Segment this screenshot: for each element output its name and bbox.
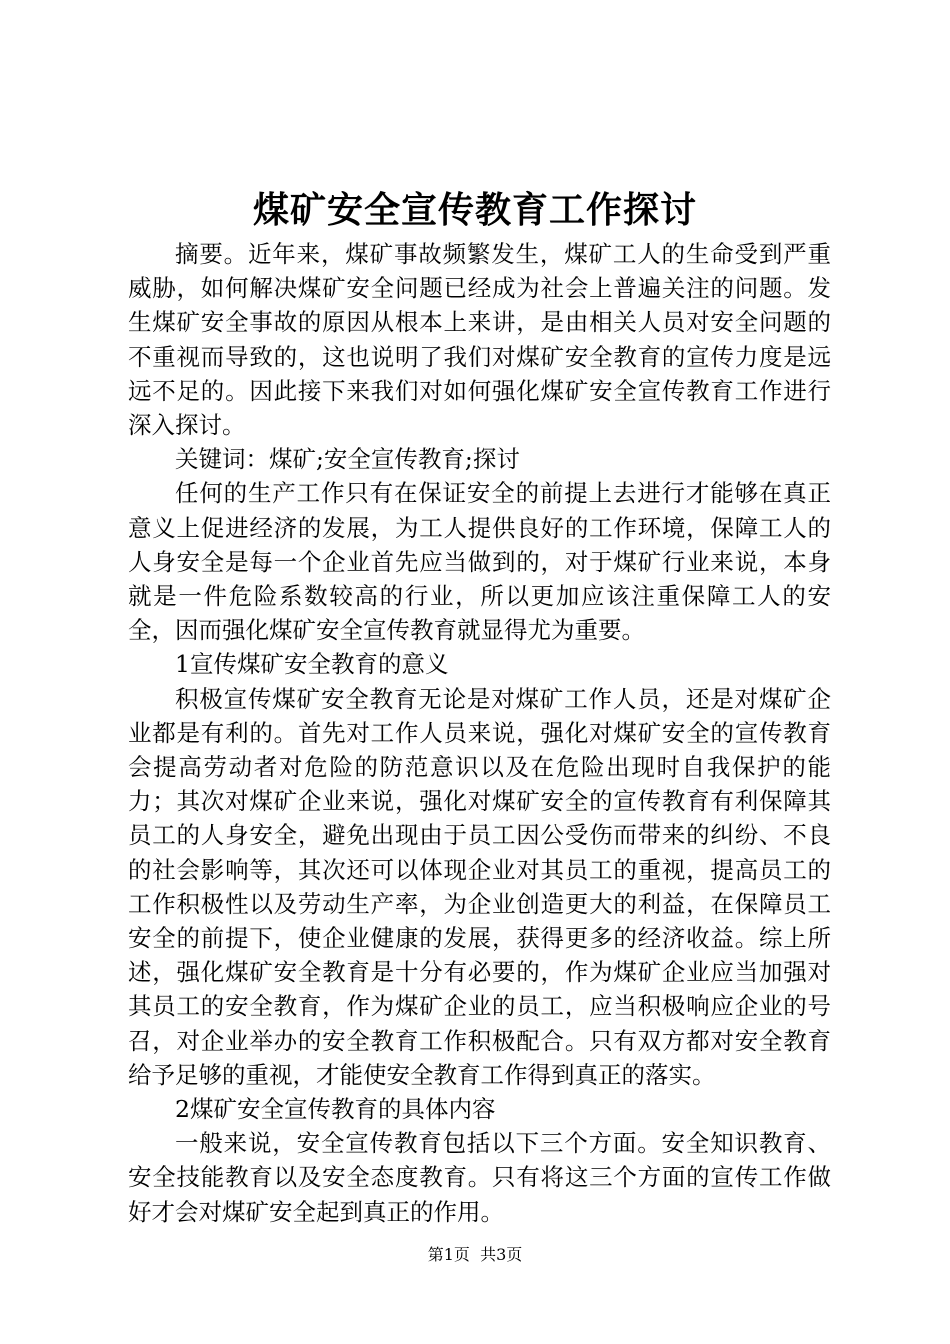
abstract-paragraph: 摘要。近年来，煤矿事故频繁发生，煤矿工人的生命受到严重威胁，如何解决煤矿安全问题已经成为社会上普遍关注的问题。发生煤矿安全事故的原因从根本上来讲，是由相关人员对安全问题的不重视而导致的，这也说明了我们对煤矿安全教育的宣传力度是远远不足的。因此接下来我们对如何强化煤矿安全宣传教育工作进行深入探讨。 bbox=[128, 240, 831, 440]
intro-paragraph: 任何的生产工作只有在保证安全的前提上去进行才能够在真正意义上促进经济的发展，为工人提供良好的工作环境，保障工人的人身安全是每一个企业首先应当做到的，对于煤矿行业来说，本身就是一件危险系数较高的行业，所以更加应该注重保障工人的安全，因而强化煤矿安全宣传教育就显得尤为重要。 bbox=[128, 479, 831, 645]
document-title: 煤矿安全宣传教育工作探讨 bbox=[252, 190, 697, 231]
page-footer bbox=[0, 1244, 950, 1266]
keywords-paragraph: 关键词：煤矿;安全宣传教育;探讨 bbox=[175, 445, 520, 474]
document-body bbox=[128, 237, 831, 1229]
section-2-paragraph: 一般来说，安全宣传教育包括以下三个方面。安全知识教育、安全技能教育以及安全态度教育。只有将这三个方面的宣传工作做好才会对煤矿安全起到真正的作用。 bbox=[128, 1129, 831, 1226]
section-heading-2: 2煤矿安全宣传教育的具体内容 bbox=[175, 1095, 496, 1124]
page-number: 第1页 bbox=[427, 1245, 470, 1264]
section-heading-1: 1宣传煤矿安全教育的意义 bbox=[175, 650, 449, 679]
page-total: 共3页 bbox=[480, 1245, 523, 1264]
section-1-paragraph: 积极宣传煤矿安全教育无论是对煤矿工作人员，还是对煤矿企业都是有利的。首先对工作人员来说，强化对煤矿安全的宣传教育会提高劳动者对危险的防范意识以及在危险出现时自我保护的能力；其次对煤矿企业来说，强化对煤矿安全的宣传教育有利保障其员工的人身安全，避免出现由于员工因公受伤而带来的纠纷、不良的社会影响等，其次还可以体现企业对其员工的重视，提高员工的工作积极性以及劳动生产率，为企业创造更大的利益，在保障员工安全的前提下，使企业健康的发展，获得更多的经济收益。综上所述，强化煤矿安全教育是十分有必要的，作为煤矿企业应当加强对其员工的安全教育，作为煤矿企业的员工，应当积极响应企业的号召，对企业举办的安全教育工作积极配合。只有双方都对安全教育给予足够的重视，才能使安全教育工作得到真正的落实。 bbox=[128, 684, 831, 1089]
